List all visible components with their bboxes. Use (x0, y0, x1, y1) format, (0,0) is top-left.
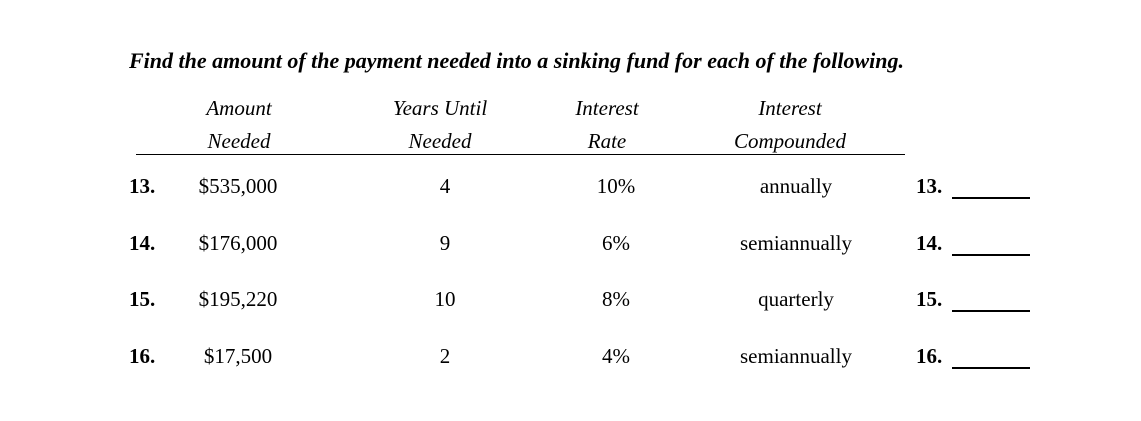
problem-number: 16. (129, 344, 156, 368)
header-rate-line1: Interest (575, 96, 639, 120)
header-amount-line1: Amount (206, 96, 272, 120)
header-interest-rate (557, 92, 657, 158)
interest-rate: 10% (596, 174, 636, 198)
interest-rate: 6% (602, 231, 630, 255)
header-years-line2: Needed (408, 129, 472, 153)
header-rate-line2: Rate (587, 129, 627, 153)
header-amount-needed (189, 92, 289, 158)
answer-blank[interactable] (952, 254, 1030, 256)
answer-label: 16. (916, 344, 943, 368)
answer-blank[interactable] (952, 197, 1030, 199)
years-until-needed: 9 (439, 231, 451, 255)
answer-label: 13. (916, 174, 943, 198)
answer-blank[interactable] (952, 367, 1030, 369)
interest-rate: 8% (602, 287, 630, 311)
header-divider (136, 154, 905, 155)
problem-number: 15. (129, 287, 156, 311)
amount-needed: $176,000 (198, 231, 278, 255)
interest-compounded: quarterly (758, 287, 834, 311)
header-compounded-line1: Interest (758, 96, 822, 120)
header-interest-compounded (720, 92, 860, 158)
amount-needed: $535,000 (198, 174, 278, 198)
interest-compounded: annually (759, 174, 833, 198)
header-amount-line2: Needed (207, 129, 271, 153)
interest-compounded: semiannually (740, 231, 852, 255)
answer-label: 15. (916, 287, 943, 311)
amount-needed: $17,500 (203, 344, 273, 368)
problem-number: 14. (129, 231, 156, 255)
years-until-needed: 10 (434, 287, 456, 311)
answer-blank[interactable] (952, 310, 1030, 312)
header-years-until-needed (380, 92, 500, 158)
answer-label: 14. (916, 231, 943, 255)
header-compounded-line2: Compounded (734, 129, 846, 153)
problem-number: 13. (129, 174, 156, 198)
interest-compounded: semiannually (740, 344, 852, 368)
instruction-heading: Find the amount of the payment needed into a sinking fund for each of the following. (129, 48, 904, 73)
years-until-needed: 4 (439, 174, 451, 198)
years-until-needed: 2 (439, 344, 451, 368)
header-years-line1: Years Until (392, 96, 488, 120)
interest-rate: 4% (602, 344, 630, 368)
amount-needed: $195,220 (198, 287, 278, 311)
